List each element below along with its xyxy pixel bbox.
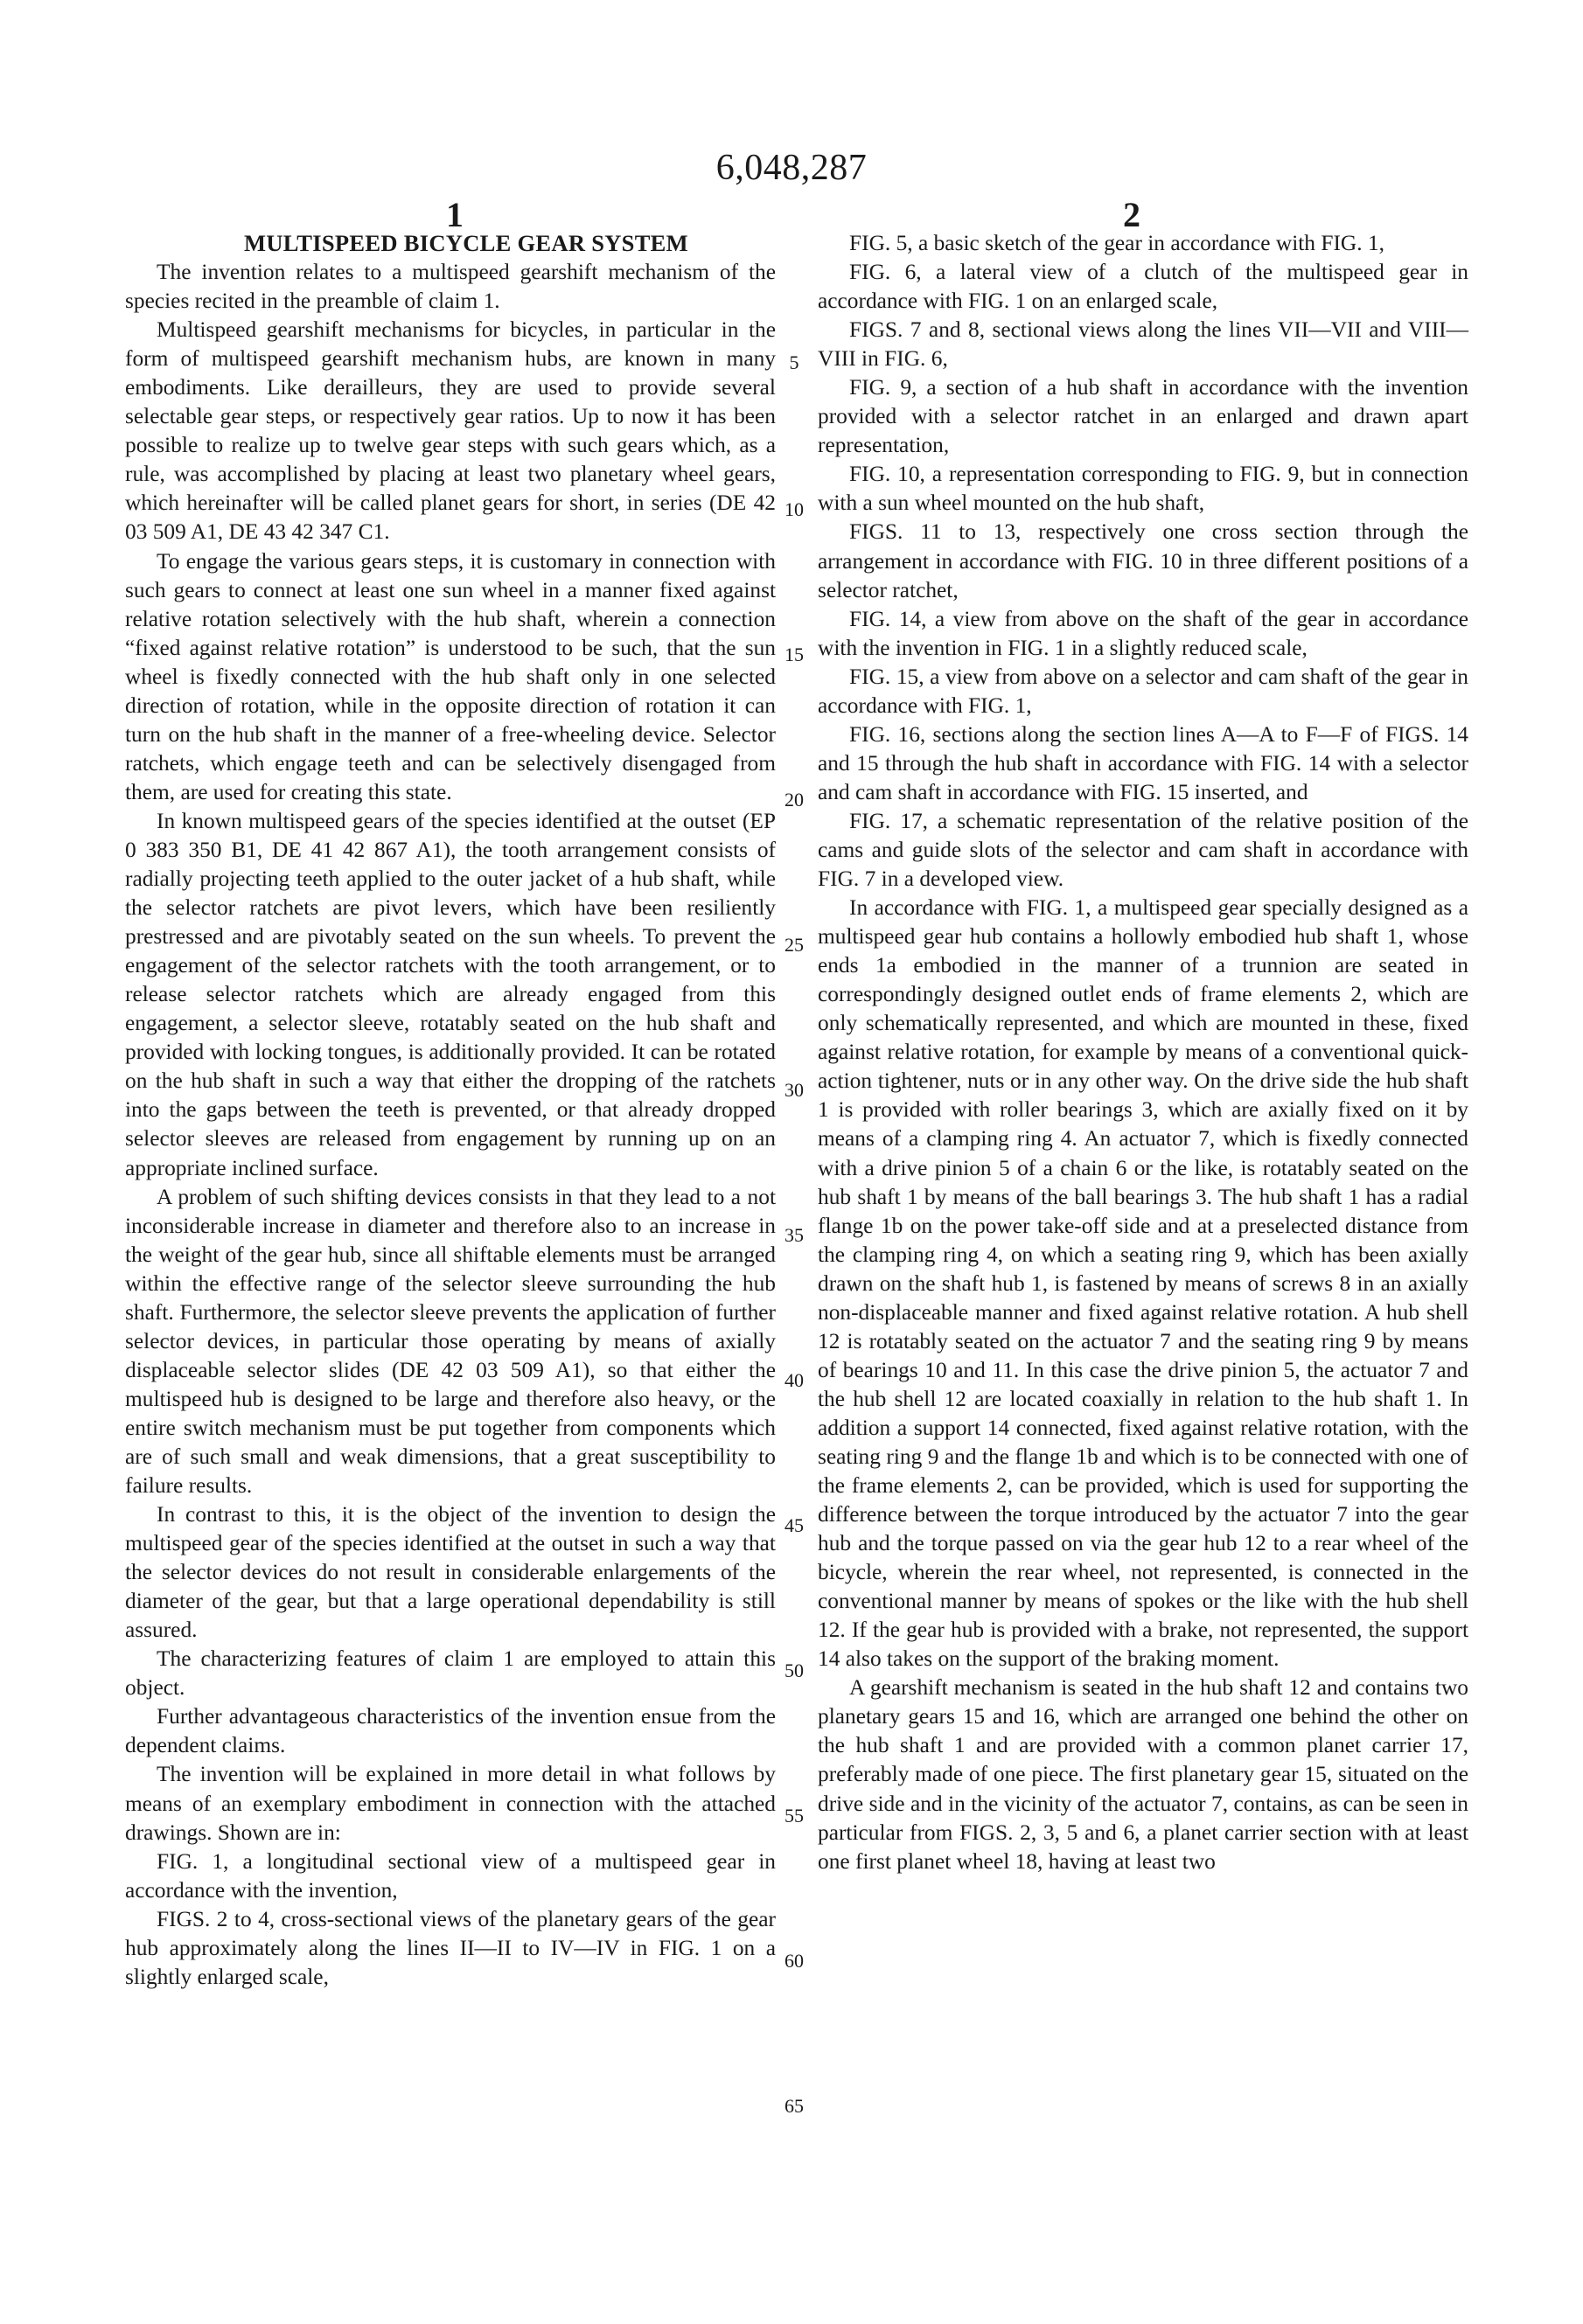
left-paragraph: FIG. 1, a longitudinal sectional view of a multispeed gear in accordance with the invention, bbox=[125, 1848, 776, 1903]
right-paragraph: FIGS. 7 and 8, sectional views along the lines VII—VII and VIII—VIII in FIG. 6, bbox=[818, 317, 1468, 372]
left-paragraph: The invention will be explained in more detail in what follows by means of an exemplary embodiment in connection with the attached drawings. Shown are in: bbox=[125, 1762, 776, 1845]
right-paragraph: FIG. 10, a representation corresponding to FIG. 9, but in connection with a sun wheel mounted on the hub shaft, bbox=[818, 462, 1468, 516]
line-number: 55 bbox=[785, 1805, 804, 1826]
line-number: 20 bbox=[785, 789, 804, 811]
line-number: 15 bbox=[785, 644, 804, 665]
line-number: 25 bbox=[785, 934, 804, 956]
left-column-number: 1 bbox=[446, 195, 464, 234]
line-number: 40 bbox=[785, 1369, 804, 1391]
left-paragraph: The characterizing features of claim 1 are employed to attain this object. bbox=[125, 1646, 776, 1701]
line-number: 60 bbox=[785, 1950, 804, 1972]
left-paragraph: The invention relates to a multispeed gearshift mechanism of the species recited in the preamble of claim 1. bbox=[125, 260, 776, 314]
right-paragraph: FIG. 17, a schematic representation of the relative position of the cams and guide slots of the selector and cam shaft in accordance with FIG. 7 in a developed view. bbox=[818, 808, 1468, 892]
right-paragraph: FIG. 16, sections along the section lines A—A to F—F of FIGS. 14 and 15 through the hub shaft in accordance with FIG. 14 with a selector and cam shaft in accordance with FIG. 15 inserted, and bbox=[818, 721, 1468, 804]
document-title: MULTISPEED BICYCLE GEAR SYSTEM bbox=[244, 230, 688, 256]
right-paragraph: FIG. 14, a view from above on the shaft of the gear in accordance with the invention in FIG. 1 in a slightly reduced scale, bbox=[818, 606, 1468, 660]
right-paragraph: In accordance with FIG. 1, a multispeed gear specially designed as a multispeed gear hub contains a hollowly embodied hub shaft 1, whose ends 1a embodied in the manner of a trunnion are seated in correspondingly designed outlet ends of frame elements 2, which are only schematically represented, and which are mounted in these, fixed against relative rotation, for example by means of a conventional quick-action tightener, nuts or in any other way. On the drive side the hub shaft 1 is provided with roller bearings 3, which are axially fixed on it by means of a clamping ring 4. An actuator 7, which is fixedly connected with a drive pinion 5 of a chain 6 or the like, is rotatably seated on the hub shaft 1 by means of the ball bearings 3. The hub shaft 1 has a radial flange 1b on the power take-off side and at a preselected distance from the clamping ring 4, on which a seating ring 9, which has been axially drawn on the shaft hub 1, is fastened by means of screws 8 in an axially non-displaceable manner and fixed against relative rotation. A hub shell 12 is rotatably seated on the actuator 7 and the seating ring 9 by means of bearings 10 and 11. In this case the drive pinion 5, the actuator 7 and the hub shell 12 are located coaxially in relation to the hub shaft 1. In addition a support 14 connected, fixed against relative rotation, with the seating ring 9 and the flange 1b and which is to be connected with one of the frame elements 2, can be provided, which is used for supporting the difference between the torque introduced by the actuator 7 into the gear hub and the torque passed on via the gear hub 12 to a rear wheel of the bicycle, wherein the rear wheel, not represented, is connected in the conventional manner by means of spokes or the like with the hub shell 12. If the gear hub is provided with a brake, not represented, the support 14 also takes on the support of the braking moment. bbox=[818, 895, 1468, 1672]
line-number-gutter bbox=[777, 229, 812, 2153]
right-paragraph: FIG. 9, a section of a hub shaft in accordance with the invention provided with a selector ratchet in an enlarged and drawn apart representation, bbox=[818, 375, 1468, 458]
left-paragraph: In contrast to this, it is the object of the invention to design the multispeed gear of the species identified at the outset in such a way that the selector devices do not result in considerable enlargements of the diameter of the gear, but that a large operational dependability is still assured. bbox=[125, 1502, 776, 1643]
right-paragraph: FIG. 15, a view from above on a selector and cam shaft of the gear in accordance with FIG. 1, bbox=[818, 664, 1468, 718]
left-paragraph: To engage the various gears steps, it is customary in connection with such gears to connect at least one sun wheel in a manner fixed against relative rotation selectively with the hub shaft, wherein a connection “fixed against relative rotation” is understood to be such, that the sun wheel is fixedly connected with the hub shaft only in one selected direction of rotation, while in the opposite direction of rotation it can turn on the hub shaft in the manner of a free-wheeling device. Selector ratchets, which engage teeth and can be selectively disengaged from them, are used for creating this state. bbox=[125, 548, 776, 804]
right-column-number: 2 bbox=[1123, 195, 1140, 234]
left-paragraph: Multispeed gearshift mechanisms for bicycles, in particular in the form of multispeed gearshift mechanism hubs, are known in many embodiments. Like derailleurs, they are used to provide several selectable gear steps, or respectively gear ratios. Up to now it has been possible to realize up to twelve gear steps with such gears which, as a rule, was accomplished by placing at least two planetary wheel gears, which hereinafter will be called planet gears for short, in series (DE 42 03 509 A1, DE 43 42 347 C1. bbox=[125, 317, 776, 545]
left-paragraph: In known multispeed gears of the species identified at the outset (EP 0 383 350 B1, DE 41 42 867 A1), the tooth arrangement consists of radially projecting teeth applied to the outer jacket of a hub shaft, while the selector ratchets are pivot levers, which have been resiliently prestressed and are pivotably seated on the sun wheels. To prevent the engagement of the selector ratchets with the tooth arrangement, or to release selector ratchets which are already engaged from this engagement, a selector sleeve, rotatably seated on the hub shaft and provided with locking tongues, is additionally provided. It can be rotated on the hub shaft in such a way that either the dropping of the ratchets into the gaps between the teeth is prevented, or that already dropped selector sleeves are released from engagement by running up on an appropriate inclined surface. bbox=[125, 808, 776, 1180]
line-number: 10 bbox=[785, 498, 804, 520]
patent-number: 6,048,287 bbox=[715, 148, 868, 188]
right-paragraph: FIGS. 11 to 13, respectively one cross section through the arrangement in accordance with FIG. 10 in three different positions of a selector ratchet, bbox=[818, 519, 1468, 602]
line-number: 30 bbox=[785, 1079, 804, 1101]
line-number: 65 bbox=[785, 2095, 804, 2117]
line-number: 50 bbox=[785, 1660, 804, 1681]
line-number: 45 bbox=[785, 1514, 804, 1536]
right-paragraph: FIG. 5, a basic sketch of the gear in accordance with FIG. 1, bbox=[849, 231, 1384, 255]
left-paragraph: FIGS. 2 to 4, cross-sectional views of the planetary gears of the gear hub approximately along the lines II—II to IV—IV in FIG. 1 on a slightly enlarged scale, bbox=[125, 1906, 776, 1989]
left-paragraph: A problem of such shifting devices consists in that they lead to a not inconsiderable increase in diameter and therefore also to an increase in the weight of the gear hub, since all shiftable elements must be arranged within the effective range of the selector sleeve surrounding the hub shaft. Furthermore, the selector sleeve prevents the application of further selector devices, in particular those operating by means of axially displaceable selector slides (DE 42 03 509 A1), so that either the multispeed hub is designed to be large and therefore also heavy, or the entire switch mechanism must be put together from components which are of such small and weak dimensions, that a great susceptibility to failure results. bbox=[125, 1184, 776, 1499]
left-column bbox=[125, 229, 776, 1992]
right-column bbox=[818, 229, 1468, 1876]
right-paragraph: FIG. 6, a lateral view of a clutch of the multispeed gear in accordance with FIG. 1 on an enlarged scale, bbox=[818, 260, 1468, 314]
line-number: 5 bbox=[789, 351, 799, 373]
left-paragraph: Further advantageous characteristics of the invention ensue from the dependent claims. bbox=[125, 1704, 776, 1758]
right-paragraph: A gearshift mechanism is seated in the hub shaft 12 and contains two planetary gears 15 and 16, which are arranged one behind the other on the hub shaft 1 and are provided with a common planet carrier 17, preferably made of one piece. The first planetary gear 15, situated on the drive side and in the vicinity of the actuator 7, contains, as can be seen in particular from FIGS. 2, 3, 5 and 6, a planet carrier section with at least one first planet wheel 18, having at least two bbox=[818, 1675, 1468, 1874]
line-number: 35 bbox=[785, 1224, 804, 1246]
